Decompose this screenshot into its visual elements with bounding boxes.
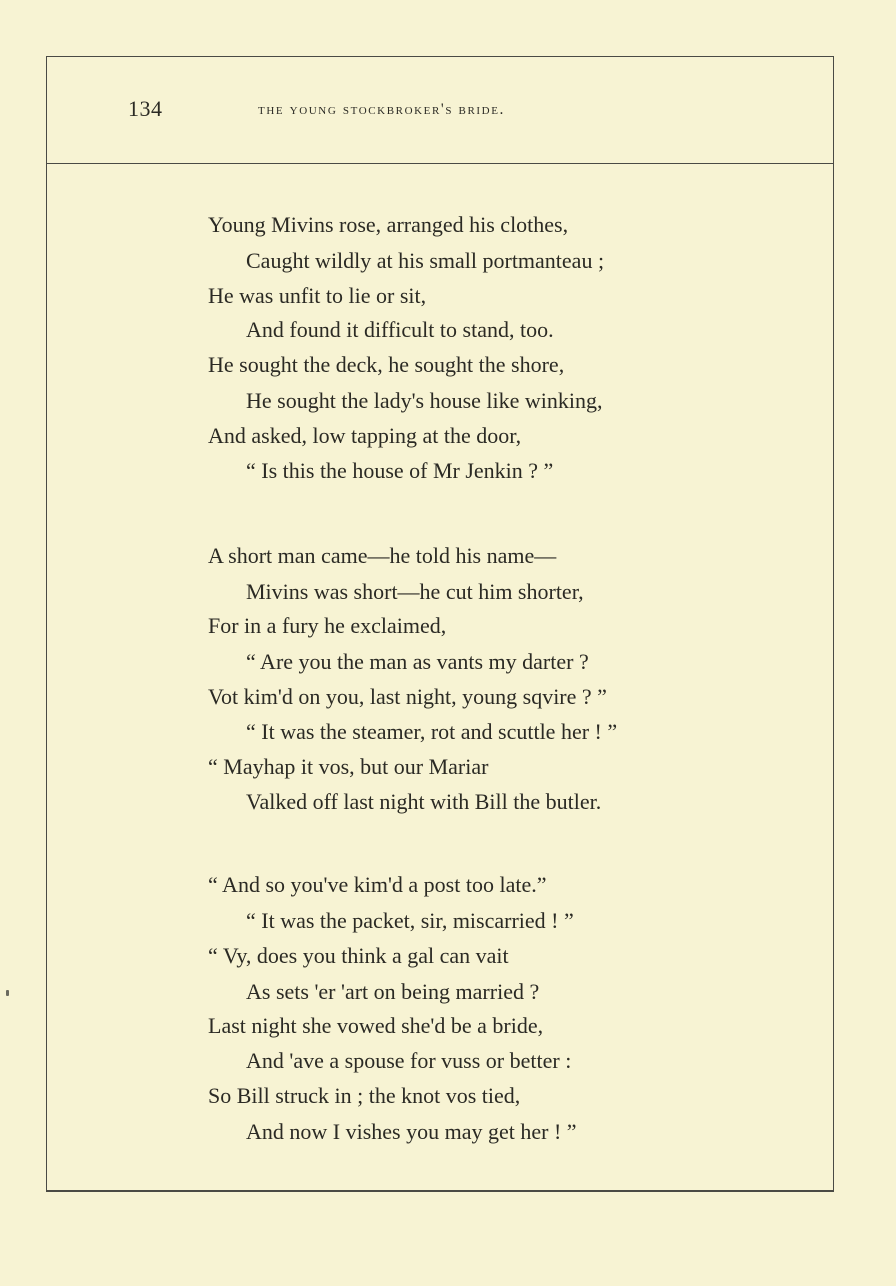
poem-line: He sought the deck, he sought the shore, — [208, 352, 565, 377]
poem-line: He was unfit to lie or sit, — [208, 283, 427, 308]
poem-line: “ Mayhap it vos, but our Mariar — [208, 754, 489, 779]
running-title: the young stockbroker's bride. — [258, 101, 505, 118]
poem-line: “ And so you've kim'd a post too late.” — [208, 872, 547, 897]
poem-line: He sought the lady's house like winking, — [246, 388, 603, 413]
ink-speck — [6, 990, 9, 996]
poem-line: As sets 'er 'art on being married ? — [246, 979, 540, 1004]
poem-line: Vot kim'd on you, last night, young sqvire ? ” — [208, 684, 607, 709]
poem-line: A short man came—he told his name— — [208, 543, 557, 568]
poem-line: And now I vishes you may get her ! ” — [246, 1119, 577, 1144]
poem-line: Last night she vowed she'd be a bride, — [208, 1013, 544, 1038]
page-number: 134 — [128, 96, 163, 121]
poem-line: And 'ave a spouse for vuss or better : — [246, 1048, 572, 1073]
poem-line: “ Is this the house of Mr Jenkin ? ” — [246, 458, 554, 483]
poem-line: So Bill struck in ; the knot vos tied, — [208, 1083, 521, 1108]
poem-line: Valked off last night with Bill the butler. — [246, 789, 602, 814]
poem-line: For in a fury he exclaimed, — [208, 613, 447, 638]
poem-line: And found it difficult to stand, too. — [246, 317, 554, 342]
poem-line: “ Are you the man as vants my darter ? — [246, 649, 589, 674]
poem-line: “ It was the steamer, rot and scuttle her ! ” — [246, 719, 618, 744]
poem-line: Mivins was short—he cut him shorter, — [246, 579, 584, 604]
poem-line: And asked, low tapping at the door, — [208, 423, 522, 448]
poem-line: Young Mivins rose, arranged his clothes, — [208, 212, 569, 237]
poem-line: “ Vy, does you think a gal can vait — [208, 943, 509, 968]
poem-line: “ It was the packet, sir, miscarried ! ” — [246, 908, 574, 933]
poem-line: Caught wildly at his small portmanteau ; — [246, 248, 605, 273]
